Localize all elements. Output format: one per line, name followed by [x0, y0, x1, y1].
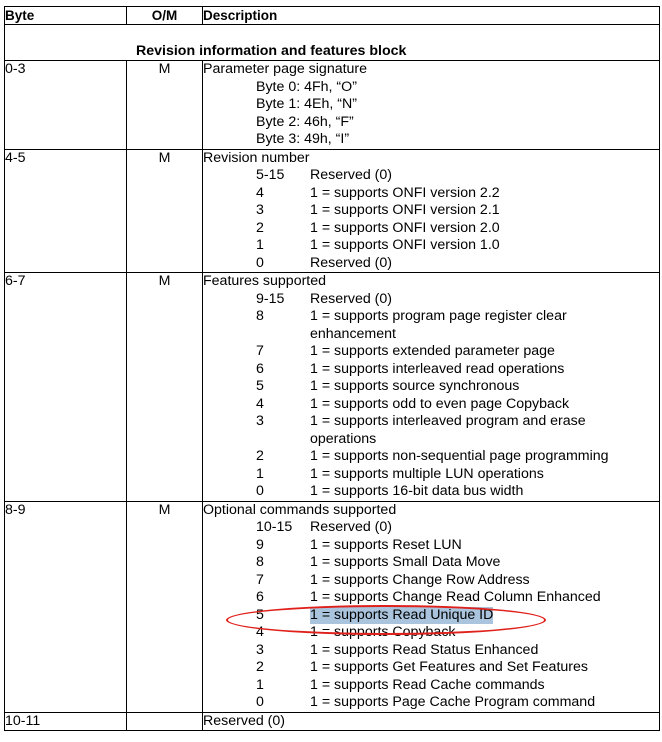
header-byte: Byte — [5, 7, 127, 25]
bit-line-highlighted — [203, 607, 659, 625]
bit-line — [203, 659, 659, 677]
bit-description: 1 = supports Small Data Move — [310, 554, 501, 570]
bit-line — [203, 642, 659, 660]
bit-description: 1 = supports Read Cache commands — [310, 676, 545, 693]
signature-line: Byte 0: 4Fh, “O” — [256, 78, 357, 95]
bit-description: 1 = supports Get Features and Set Features — [310, 659, 588, 675]
bit-number: 1 — [256, 465, 264, 482]
bit-number: 10-15 — [256, 519, 293, 535]
bit-number: 8 — [256, 554, 264, 570]
byte-cell: 6-7 — [5, 273, 127, 502]
bit-number: 4 — [256, 624, 264, 640]
signature-line: Byte 2: 46h, “F” — [256, 113, 354, 130]
description-cell — [203, 61, 660, 150]
description-cell — [203, 149, 660, 273]
bit-line — [203, 554, 659, 572]
bit-description: 1 = supports ONFI version 1.0 — [310, 237, 500, 253]
bit-number: 3 — [256, 641, 264, 658]
bit-line — [203, 572, 659, 590]
bit-number: 6 — [256, 589, 264, 605]
row-title: Optional commands supported — [203, 501, 397, 518]
description-cell — [203, 273, 660, 502]
section-cell — [5, 25, 660, 61]
bit-number: 5-15 — [256, 167, 285, 183]
bit-line — [203, 220, 659, 238]
table-row — [5, 273, 660, 502]
bit-number: 3 — [256, 202, 264, 218]
byte-cell: 8-9 — [5, 501, 127, 712]
bit-number: 0 — [256, 694, 264, 710]
bit-line — [203, 483, 659, 501]
bit-line — [203, 237, 659, 255]
bit-description: 1 = supports 16-bit data bus width — [310, 483, 524, 499]
om-cell: M — [127, 149, 203, 273]
highlighted-bit-description[interactable]: 1 = supports Read Unique ID — [310, 606, 494, 623]
bit-line — [203, 185, 659, 203]
bit-line — [203, 466, 659, 484]
bit-description: 1 = supports Change Read Column Enhanced — [310, 589, 601, 605]
bit-number: 5 — [256, 378, 264, 394]
om-cell: M — [127, 61, 203, 150]
bit-description: 1 = supports non-sequential page programming — [310, 448, 609, 464]
bit-number: 2 — [256, 219, 264, 236]
bit-description: 1 = supports Change Row Address — [310, 571, 530, 588]
bit-number: 8 — [256, 308, 264, 324]
table-row — [5, 149, 660, 273]
bit-line — [203, 361, 659, 379]
bit-number: 2 — [256, 448, 264, 464]
table-row — [5, 712, 660, 731]
bit-description: 1 = supports multiple LUN operations — [310, 465, 544, 482]
bit-line — [203, 677, 659, 695]
bit-description: 1 = supports Copyback — [310, 624, 456, 640]
bit-description: 1 = supports odd to even page Copyback — [310, 395, 570, 412]
bit-description: 1 = supports Reset LUN — [310, 536, 462, 553]
bit-number: 3 — [256, 413, 264, 429]
bit-line — [203, 537, 659, 555]
table-row — [5, 501, 660, 712]
parameter-page-table — [4, 6, 660, 731]
bit-line — [203, 255, 659, 273]
bit-number: 6 — [256, 360, 264, 377]
bit-line — [203, 167, 659, 185]
bit-number: 2 — [256, 659, 264, 675]
bit-description: Reserved (0) — [310, 519, 393, 535]
bit-line — [203, 378, 659, 396]
byte-cell: 4-5 — [5, 149, 127, 273]
bit-description: Reserved (0) — [310, 254, 393, 271]
bit-line — [203, 589, 659, 607]
header-om: O/M — [127, 7, 203, 25]
bit-line — [203, 448, 659, 466]
bit-number: 4 — [256, 184, 264, 201]
bit-description: 1 = supports ONFI version 2.2 — [310, 184, 500, 201]
bit-description: 1 = supports Read Status Enhanced — [310, 641, 539, 658]
bit-number: 5 — [256, 606, 264, 623]
bit-number: 1 — [256, 237, 264, 253]
bit-line — [203, 694, 659, 712]
om-cell: M — [127, 501, 203, 712]
bit-number: 7 — [256, 343, 264, 359]
bit-description: 1 = supports ONFI version 2.1 — [310, 202, 500, 218]
row-title: Revision number — [203, 149, 310, 166]
bit-number: 0 — [256, 254, 264, 271]
row-title: Features supported — [203, 273, 327, 289]
bit-number: 0 — [256, 483, 264, 499]
bit-description: 1 = supports source synchronous — [310, 378, 520, 394]
om-cell: M — [127, 273, 203, 502]
description-cell — [203, 712, 660, 731]
bit-number: 7 — [256, 571, 264, 588]
header-row — [5, 7, 660, 25]
section-title: Revision information and features block — [136, 43, 407, 59]
bit-description: Reserved (0) — [310, 167, 393, 183]
signature-line: Byte 1: 4Eh, “N” — [256, 96, 357, 112]
header-description: Description — [203, 7, 660, 25]
bit-number: 1 — [256, 676, 264, 693]
bit-line — [203, 624, 659, 642]
byte-cell: 10-11 — [5, 712, 127, 731]
bit-description: 1 = supports interleaved program and erase operations — [310, 413, 586, 447]
row-title: Parameter page signature — [203, 61, 368, 77]
bit-line — [203, 519, 659, 537]
bit-line — [203, 202, 659, 220]
table-row — [5, 61, 660, 150]
bit-description: 1 = supports interleaved read operations — [310, 360, 565, 377]
bit-description: 1 = supports Page Cache Program command — [310, 694, 596, 710]
bit-description: 1 = supports extended parameter page — [310, 343, 555, 359]
section-row — [5, 25, 660, 61]
bit-line — [203, 413, 659, 448]
om-cell — [127, 712, 203, 731]
bit-line — [203, 343, 659, 361]
bit-line — [203, 291, 659, 309]
bit-description: Reserved (0) — [310, 290, 393, 307]
byte-cell: 0-3 — [5, 61, 127, 150]
bit-number: 9-15 — [256, 290, 285, 307]
signature-line: Byte 3: 49h, “I” — [256, 131, 350, 147]
bit-line — [203, 396, 659, 414]
bit-number: 4 — [256, 395, 264, 412]
bit-description: 1 = supports ONFI version 2.0 — [310, 219, 500, 236]
bit-line — [203, 308, 659, 343]
bit-number: 9 — [256, 536, 264, 553]
description-cell — [203, 501, 660, 712]
bit-description: 1 = supports program page register clear enhancement — [310, 308, 567, 342]
row-title: Reserved (0) — [203, 712, 286, 729]
